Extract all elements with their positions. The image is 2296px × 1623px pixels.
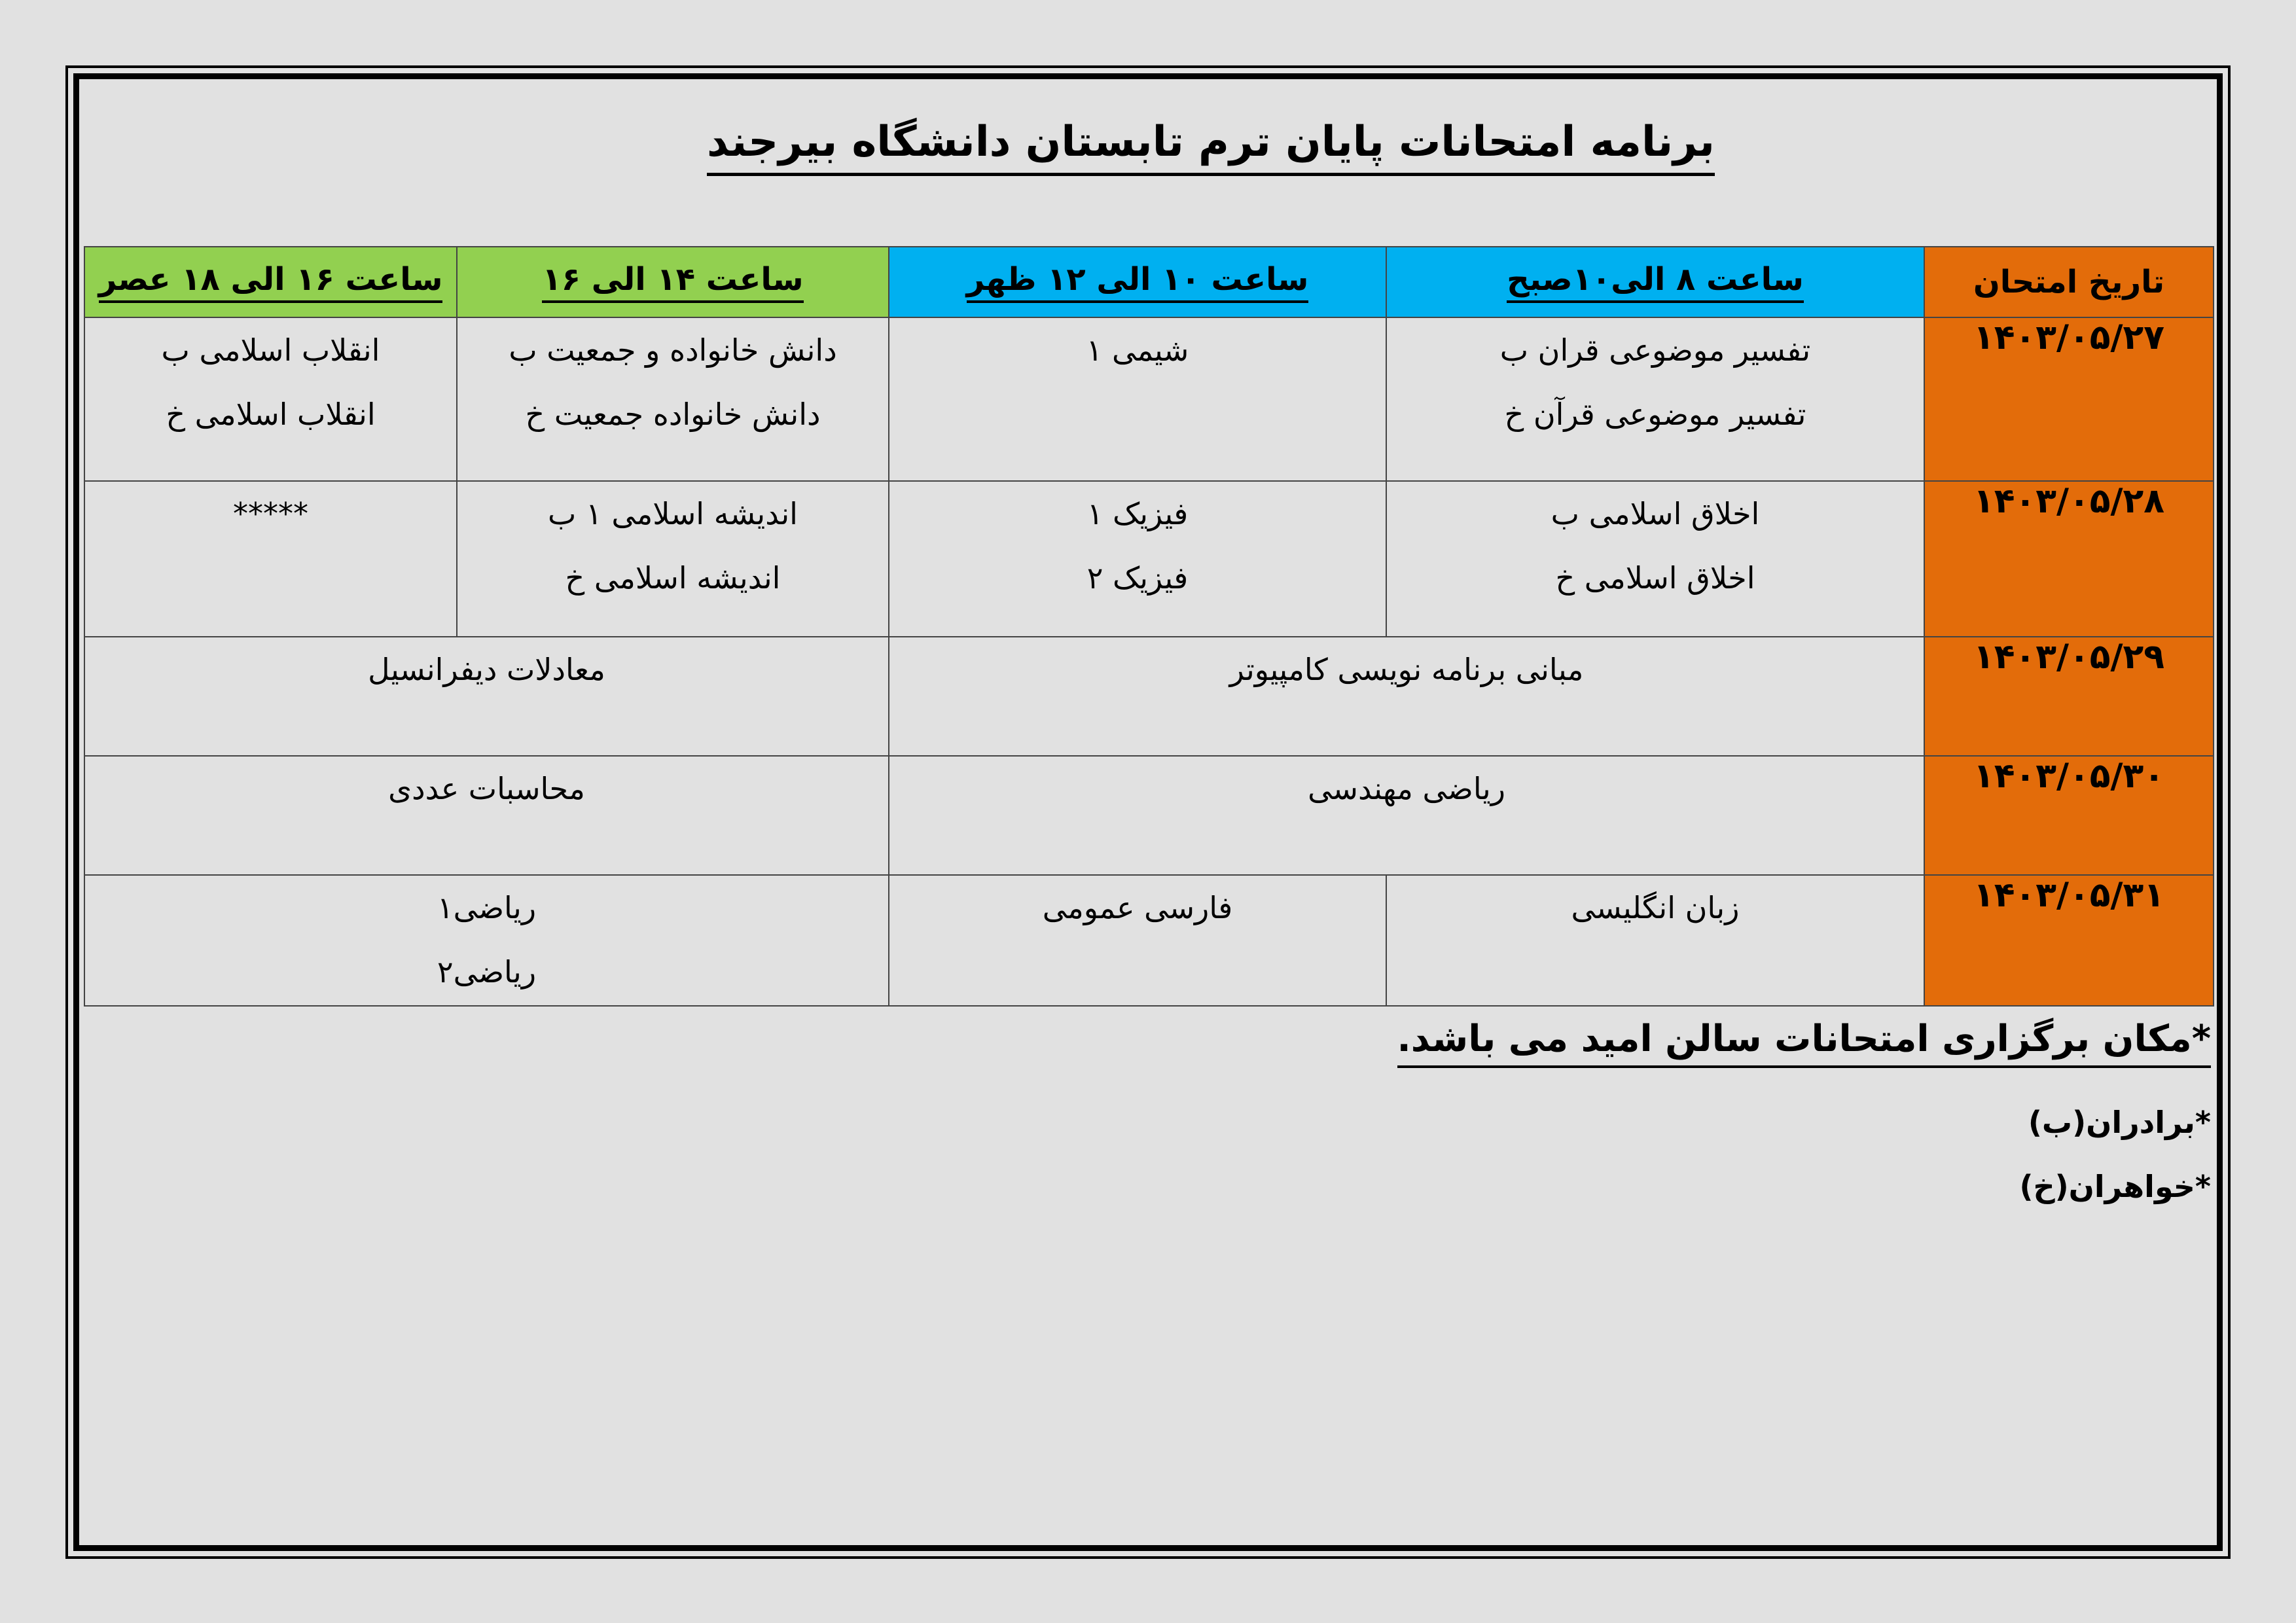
exam-name: شیمی ۱ [1086, 332, 1189, 368]
notes-section [1229, 1018, 2211, 1204]
exam-name: فیزیک ۲ [1086, 560, 1189, 596]
exam-name: فارسی عمومی [1042, 890, 1233, 925]
exam-cell [457, 317, 889, 481]
table-row [84, 317, 2214, 481]
table-row [84, 481, 2214, 637]
exam-name: اخلاق اسلامی خ [1555, 560, 1755, 596]
exam-cell [889, 756, 1924, 875]
sisters-note: *خواهران(خ) [2019, 1169, 2211, 1204]
exam-location-note: *مکان برگزاری امتحانات سالن امید می باشد. [1397, 1018, 2211, 1068]
header-slot-4 [84, 247, 457, 317]
exam-name: دانش خانواده جمعیت خ [525, 397, 821, 432]
exam-name: ***** [233, 496, 308, 531]
exam-name: اخلاق اسلامی ب [1551, 496, 1760, 531]
header-slot-2 [889, 247, 1386, 317]
exam-name: انقلاب اسلامی خ [166, 397, 376, 432]
header-slot-3 [457, 247, 889, 317]
page-title [655, 118, 1767, 176]
table-header-row [84, 247, 2214, 317]
exam-name: مبانی برنامه نویسی کامپیوتر [1229, 652, 1584, 687]
date-cell: ۱۴۰۳/۰۵/۲۷ [1924, 317, 2214, 481]
table-row [84, 637, 2214, 756]
header-slot-3-label: ساعت ۱۴ الی ۱۶ [542, 261, 803, 303]
exam-name: اندیشه اسلامی ۱ ب [548, 496, 798, 531]
header-slot-4-label: ساعت ۱۶ الی ۱۸ عصر [99, 261, 443, 303]
brothers-note: *برادران(ب) [2028, 1105, 2211, 1140]
exam-cell [889, 317, 1386, 481]
date-cell: ۱۴۰۳/۰۵/۳۰ [1924, 756, 2214, 875]
exam-cell [84, 756, 889, 875]
date-cell: ۱۴۰۳/۰۵/۳۱ [1924, 875, 2214, 1006]
page-title-text: برنامه امتحانات پایان ترم تابستان دانشگاه بیرجند [707, 118, 1715, 176]
exam-cell [84, 317, 457, 481]
exam-cell [1386, 317, 1924, 481]
header-date-label: تاریخ امتحان [1973, 264, 2165, 300]
exam-name: تفسیر موضوعی قرآن خ [1504, 397, 1806, 432]
header-slot-1 [1386, 247, 1924, 317]
exam-cell [84, 875, 889, 1006]
exam-name: اندیشه اسلامی خ [565, 560, 781, 596]
exam-name: ریاضی مهندسی [1308, 771, 1505, 806]
exam-cell [1386, 875, 1924, 1006]
date-cell: ۱۴۰۳/۰۵/۲۹ [1924, 637, 2214, 756]
exam-name: معادلات دیفرانسیل [368, 652, 605, 687]
table-row [84, 875, 2214, 1006]
exam-name: ریاضی۱ [437, 890, 537, 925]
exam-cell [889, 875, 1386, 1006]
exam-name: زبان انگلیسی [1571, 890, 1740, 925]
date-cell: ۱۴۰۳/۰۵/۲۸ [1924, 481, 2214, 637]
exam-cell [84, 481, 457, 637]
header-slot-2-label: ساعت ۱۰ الی ۱۲ ظهر [967, 261, 1309, 303]
exam-cell [1386, 481, 1924, 637]
exam-name: تفسیر موضوعی قران ب [1499, 332, 1811, 368]
exam-cell [889, 637, 1924, 756]
exam-cell [889, 481, 1386, 637]
exam-schedule-table [84, 246, 2214, 1007]
exam-name: ریاضی۲ [437, 954, 537, 990]
exam-name: انقلاب اسلامی ب [161, 332, 380, 368]
exam-cell [84, 637, 889, 756]
table-row [84, 756, 2214, 875]
exam-name: دانش خانواده و جمعیت ب [509, 332, 837, 368]
header-date [1924, 247, 2214, 317]
exam-name: فیزیک ۱ [1086, 496, 1189, 531]
exam-cell [457, 481, 889, 637]
header-slot-1-label: ساعت ۸ الی۱۰صبح [1507, 261, 1804, 303]
exam-name: محاسبات عددی [388, 771, 585, 806]
